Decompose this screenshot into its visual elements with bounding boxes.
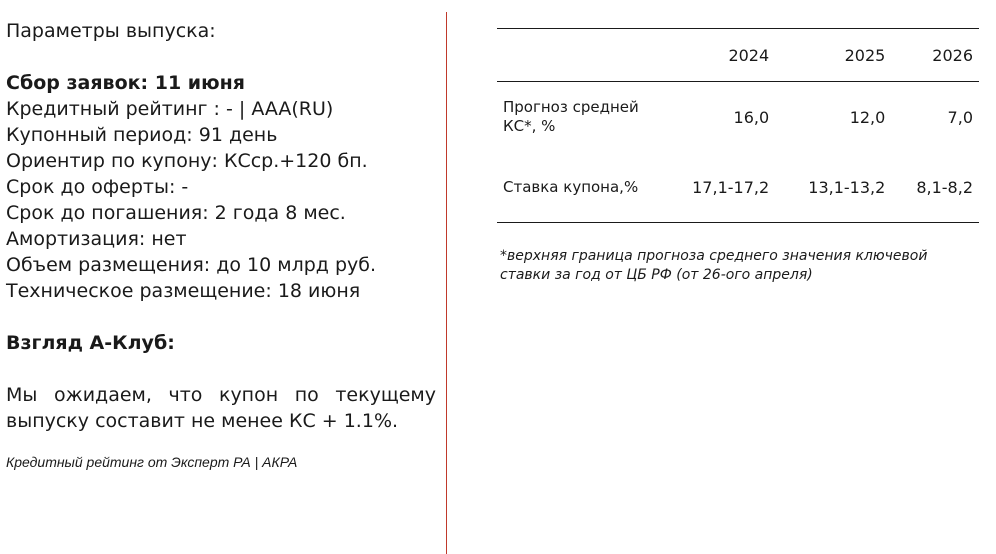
param-amortization: Амортизация: нет bbox=[6, 228, 187, 250]
param-technical-placement: Техническое размещение: 18 июня bbox=[6, 280, 361, 302]
book-building-date: Сбор заявок: 11 июня bbox=[6, 72, 245, 94]
table-header-row bbox=[497, 29, 979, 82]
cell-key-rate-2026: 7,0 bbox=[947, 107, 973, 127]
issue-parameters-panel bbox=[6, 18, 438, 470]
header-2026: 2026 bbox=[932, 45, 973, 65]
forecast-panel bbox=[497, 28, 979, 285]
param-coupon-guidance: Ориентир по купону: КСср.+120 бп. bbox=[6, 150, 368, 172]
header-2024: 2024 bbox=[728, 45, 770, 65]
param-credit-rating: Кредитный рейтинг : - | AAA(RU) bbox=[6, 98, 334, 120]
view-text: Мы ожидаем, что купон по текущему выпуску составит не менее КС + 1.1%. bbox=[6, 384, 436, 432]
table-row bbox=[497, 82, 979, 153]
row-label-coupon-rate: Ставка купона,% bbox=[503, 177, 639, 196]
cell-coupon-2025: 13,1-13,2 bbox=[808, 177, 886, 197]
cell-coupon-2026: 8,1-8,2 bbox=[916, 177, 973, 197]
table-footnote: *верхняя граница прогноза среднего значения ключевой ставки за год от ЦБ РФ (от 26-ого апреля) bbox=[500, 248, 928, 283]
rating-note: Кредитный рейтинг от Эксперт РА | АКРА bbox=[6, 454, 298, 470]
param-volume: Объем размещения: до 10 млрд руб. bbox=[6, 254, 377, 276]
param-maturity: Срок до погашения: 2 года 8 мес. bbox=[6, 202, 346, 224]
param-offer-term: Срок до оферты: - bbox=[6, 176, 189, 198]
forecast-table bbox=[497, 28, 979, 223]
params-title: Параметры выпуска: bbox=[6, 20, 216, 42]
cell-key-rate-2025: 12,0 bbox=[849, 107, 886, 127]
header-2025: 2025 bbox=[844, 45, 886, 65]
cell-key-rate-2024: 16,0 bbox=[733, 107, 770, 127]
row-label-key-rate: Прогноз средней КС*, % bbox=[503, 98, 639, 135]
header-empty bbox=[497, 29, 659, 82]
param-coupon-period: Купонный период: 91 день bbox=[6, 124, 278, 146]
cell-coupon-2024: 17,1-17,2 bbox=[692, 177, 770, 197]
vertical-divider bbox=[446, 12, 447, 554]
table-row bbox=[497, 152, 979, 223]
view-title: Взгляд А-Клуб: bbox=[6, 332, 175, 354]
